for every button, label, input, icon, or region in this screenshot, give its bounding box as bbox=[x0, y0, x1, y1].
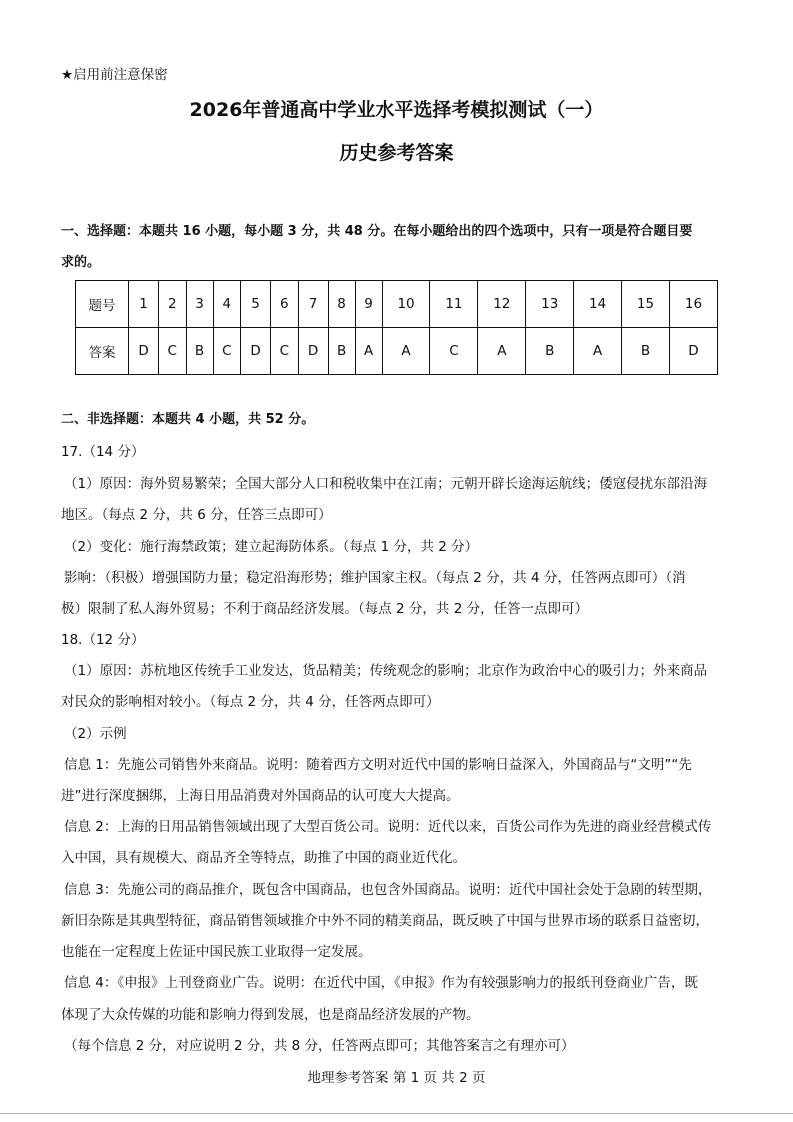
confidential-note: ★启用前注意保密 bbox=[61, 67, 168, 83]
answer-cell: B bbox=[328, 328, 355, 375]
question-number-cell: 3 bbox=[186, 281, 213, 328]
question-number-cell: 6 bbox=[271, 281, 298, 328]
answer-table bbox=[75, 280, 718, 375]
page-footer: 地理参考答案 第 1 页 共 2 页 bbox=[307, 1070, 486, 1086]
answer-text-line: 信息 1：先施公司销售外来商品。说明：随着西方文明对近代中国的影响日益深入，外国商品与“文明”“先 bbox=[64, 757, 692, 773]
table-row-answers bbox=[76, 328, 718, 375]
answer-text-line: 体现了大众传媒的功能和影响力得到发展，也是商品经济发展的产物。 bbox=[61, 1007, 480, 1023]
answer-text-line: 进”进行深度捆绑，上海日用品消费对外国商品的认可度大大提高。 bbox=[61, 788, 460, 804]
answer-text-line: 对民众的影响相对较小。（每点 2 分，共 4 分，任答两点即可） bbox=[61, 694, 440, 710]
answer-cell: D bbox=[241, 328, 271, 375]
section2-heading: 二、非选择题：本题共 4 小题，共 52 分。 bbox=[61, 412, 315, 427]
row-label: 答案 bbox=[76, 328, 129, 375]
question-number-cell: 16 bbox=[669, 281, 717, 328]
answer-text-line: （2）示例 bbox=[64, 726, 127, 742]
answer-cell: C bbox=[159, 328, 186, 375]
answer-cell: A bbox=[355, 328, 382, 375]
question-number-cell: 4 bbox=[213, 281, 240, 328]
question-number-cell: 11 bbox=[430, 281, 478, 328]
answer-cell: D bbox=[669, 328, 717, 375]
question-number-cell: 2 bbox=[159, 281, 186, 328]
answer-cell: B bbox=[622, 328, 670, 375]
question-number-cell: 9 bbox=[355, 281, 382, 328]
answer-text-line: 新旧杂陈是其典型特征，商品销售领域推介中外不同的精美商品，既反映了中国与世界市场的联系日益密切， bbox=[61, 913, 709, 929]
answer-cell: C bbox=[271, 328, 298, 375]
section1-heading-cont: 求的。 bbox=[61, 255, 101, 270]
question-number-cell: 10 bbox=[382, 281, 430, 328]
table-row-numbers bbox=[76, 281, 718, 328]
answer-text-line: 信息 2：上海的日用品销售领域出现了大型百货公司。说明：近代以来，百货公司作为先进的商业经营模式传 bbox=[64, 819, 712, 835]
answer-text-line: （每个信息 2 分，对应说明 2 分，共 8 分，任答两点即可；其他答案言之有理亦可） bbox=[64, 1038, 575, 1054]
question-heading: 18.（12 分） bbox=[61, 632, 145, 648]
answer-text-line: 信息 3：先施公司的商品推介，既包含中国商品，也包含外国商品。说明：近代中国社会处于急剧的转型期， bbox=[64, 882, 712, 898]
answer-cell: B bbox=[186, 328, 213, 375]
page-subtitle: 历史参考答案 bbox=[339, 142, 454, 164]
question-number-cell: 1 bbox=[129, 281, 159, 328]
question-number-cell: 13 bbox=[526, 281, 574, 328]
answer-text-line: 极）限制了私人海外贸易；不利于商品经济发展。（每点 2 分，共 2 分，任答一点即可） bbox=[61, 601, 589, 617]
question-number-cell: 8 bbox=[328, 281, 355, 328]
answer-cell: C bbox=[430, 328, 478, 375]
bottom-divider bbox=[0, 1113, 793, 1114]
row-label: 题号 bbox=[76, 281, 129, 328]
question-number-cell: 14 bbox=[574, 281, 622, 328]
answer-cell: A bbox=[574, 328, 622, 375]
answer-text-line: 入中国，具有规模大、商品齐全等特点，助推了中国的商业近代化。 bbox=[61, 850, 466, 866]
question-number-cell: 12 bbox=[478, 281, 526, 328]
answer-text-line: （2）变化：施行海禁政策；建立起海防体系。（每点 1 分，共 2 分） bbox=[64, 539, 479, 555]
answer-text-line: 影响：（积极）增强国防力量；稳定沿海形势；维护国家主权。（每点 2 分，共 4 分，任答两点即可）（消 bbox=[64, 570, 686, 586]
answer-cell: D bbox=[129, 328, 159, 375]
question-number-cell: 5 bbox=[241, 281, 271, 328]
question-number-cell: 15 bbox=[622, 281, 670, 328]
question-number-cell: 7 bbox=[298, 281, 328, 328]
answer-text-line: 也能在一定程度上佐证中国民族工业取得一定发展。 bbox=[61, 944, 372, 960]
answer-text-line: 信息 4：《申报》上刊登商业广告。说明：在近代中国，《申报》作为有较强影响力的报纸刊登商业广告，既 bbox=[64, 975, 698, 991]
answer-cell: D bbox=[298, 328, 328, 375]
answer-cell: B bbox=[526, 328, 574, 375]
question-heading: 17.（14 分） bbox=[61, 444, 145, 460]
answer-text-line: 地区。（每点 2 分，共 6 分，任答三点即可） bbox=[61, 507, 332, 523]
answer-text-line: （1）原因：苏杭地区传统手工业发达，货品精美；传统观念的影响；北京作为政治中心的吸引力；外来商品 bbox=[64, 663, 708, 679]
answer-cell: A bbox=[382, 328, 430, 375]
answer-cell: C bbox=[213, 328, 240, 375]
page-title: 2026年普通高中学业水平选择考模拟测试（一） bbox=[189, 99, 604, 121]
answer-cell: A bbox=[478, 328, 526, 375]
answer-text-line: （1）原因：海外贸易繁荣；全国大部分人口和税收集中在江南；元朝开辟长途海运航线；倭寇侵扰东部沿海 bbox=[64, 476, 708, 492]
section1-heading: 一、选择题：本题共 16 小题，每小题 3 分，共 48 分。在每小题给出的四个选项中，只有一项是符合题目要 bbox=[61, 224, 693, 239]
